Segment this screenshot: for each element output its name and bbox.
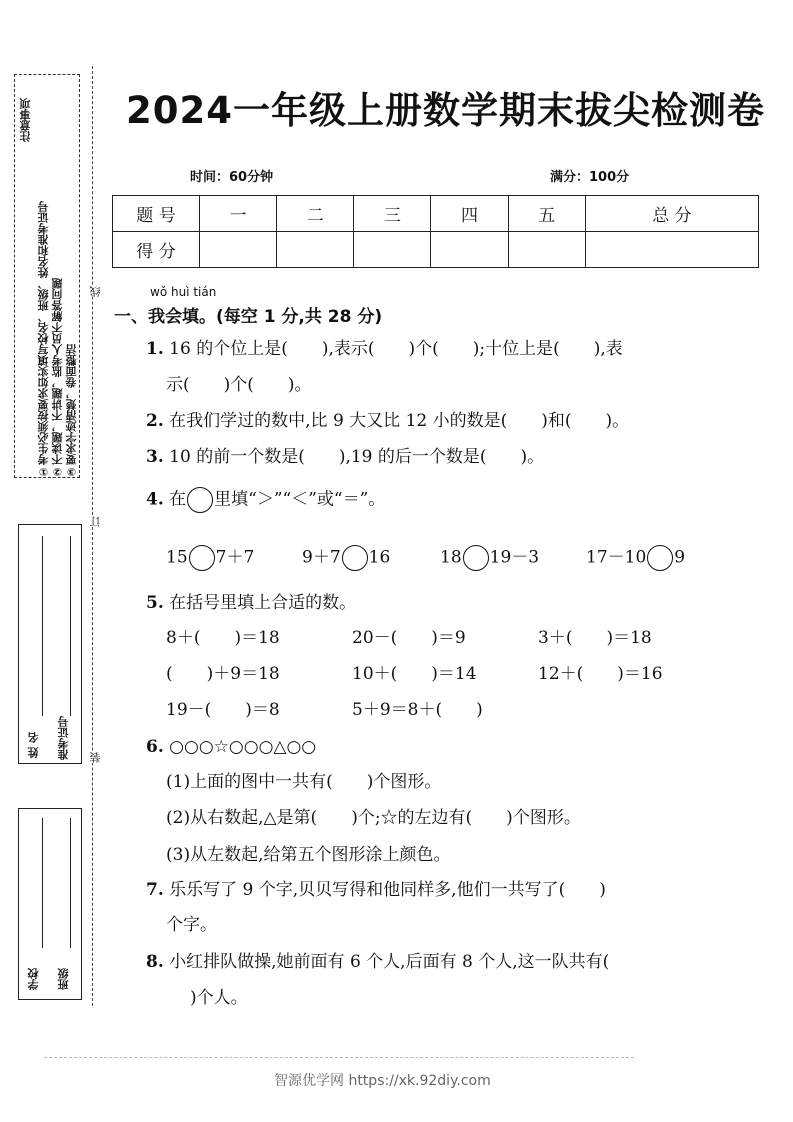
question-number: 2.	[146, 411, 164, 431]
score-cell-label: 得 分	[113, 232, 200, 268]
score-table	[112, 195, 759, 268]
cut-mark-ding: 订	[89, 516, 102, 527]
footer-watermark: 智源优学网 https://xk.92diy.com	[274, 1073, 491, 1089]
compare-left: 9＋7	[302, 547, 341, 568]
question-number: 6.	[146, 737, 164, 757]
score-cell-blank[interactable]	[200, 232, 277, 268]
compare-item-4	[586, 545, 685, 571]
score-cell-label: 题 号	[113, 196, 200, 232]
question-6-sub-3: (3)从左数起,给第五个图形涂上颜色。	[166, 845, 451, 865]
question-1-continued: 示( )个( )。	[166, 375, 312, 395]
question-text: 乐乐写了 9 个字,贝贝写得和他同样多,他们一共写了( )	[169, 880, 606, 900]
equation: 20－( )＝9	[352, 628, 466, 648]
score-cell-header: 总 分	[585, 196, 758, 232]
exam-id-write-line[interactable]	[70, 536, 71, 716]
question-text: 16 的个位上是( ),表示( )个( );十位上是( ),表	[169, 339, 623, 359]
name-write-line[interactable]	[42, 536, 43, 716]
score-cell-blank[interactable]	[431, 232, 508, 268]
full-score: 满分：100分	[550, 170, 630, 185]
compare-item-2	[302, 545, 390, 571]
equation: 3＋( )＝18	[538, 628, 652, 648]
question-number: 8.	[146, 952, 164, 972]
score-cell-header: 五	[508, 196, 585, 232]
equation: ( )＋9＝18	[166, 664, 280, 684]
compare-left: 15	[166, 547, 188, 568]
cut-mark-xian: 线	[89, 286, 102, 297]
compare-right: 19－3	[489, 547, 540, 568]
question-4	[146, 487, 385, 513]
question-text-post: 里填“＞”“＜”或“＝”。	[214, 489, 386, 510]
equation: 12＋( )＝16	[538, 664, 663, 684]
section-pinyin: wǒ huì tián	[150, 285, 217, 299]
question-2	[146, 410, 629, 432]
notice-title: 注意事项	[19, 98, 32, 142]
question-number: 5.	[146, 593, 164, 613]
question-text: 10 的前一个数是( ),19 的后一个数是( )。	[169, 447, 545, 467]
school-label: 学校	[27, 968, 40, 990]
question-number: 7.	[146, 880, 164, 900]
equation: 19－( )＝8	[166, 700, 280, 720]
compare-circle-blank[interactable]	[189, 545, 215, 571]
page-title: 2024一年级上册数学期末拔尖检测卷	[126, 89, 765, 132]
score-cell-header: 二	[277, 196, 354, 232]
question-text: 在括号里填上合适的数。	[169, 593, 357, 613]
compare-item-1	[166, 545, 254, 571]
score-cell-blank[interactable]	[354, 232, 431, 268]
notice-line-1: ①考生必须按要求如实填写校名、班级、姓名和准考证号	[37, 201, 50, 478]
notice-line-2: ②不读题，不讲题，监考人员不解答问题	[51, 278, 64, 478]
compare-circle-blank[interactable]	[342, 545, 368, 571]
score-cell-header: 四	[431, 196, 508, 232]
compare-right: 7＋7	[215, 547, 255, 568]
compare-circle-icon	[187, 487, 213, 513]
notice-line-3: ③要求字迹清楚，卷面整洁	[65, 344, 78, 478]
cut-mark-zhuang: 装	[89, 752, 102, 763]
equation: 10＋( )＝14	[352, 664, 477, 684]
school-write-line[interactable]	[42, 818, 43, 948]
question-8	[146, 951, 609, 973]
compare-circle-blank[interactable]	[463, 545, 489, 571]
score-cell-blank[interactable]	[585, 232, 758, 268]
score-table-score-row	[113, 232, 759, 268]
question-number: 3.	[146, 447, 164, 467]
question-7	[146, 879, 606, 901]
class-write-line[interactable]	[70, 818, 71, 948]
compare-right: 16	[368, 547, 391, 568]
score-cell-blank[interactable]	[277, 232, 354, 268]
binding-cut-line	[92, 66, 93, 1006]
name-label: 姓 名	[27, 732, 40, 758]
question-text: 在我们学过的数中,比 9 大又比 12 小的数是( )和( )。	[169, 411, 630, 431]
equation: 5＋9＝8＋( )	[352, 700, 483, 720]
score-cell-header: 三	[354, 196, 431, 232]
question-8-continued: )个人。	[190, 988, 248, 1008]
compare-item-3	[440, 545, 539, 571]
equation: 8＋( )＝18	[166, 628, 280, 648]
compare-right: 9	[674, 547, 686, 568]
shape-sequence: ○○○☆○○○△○○	[169, 737, 317, 757]
section-title: 一、我会填。(每空 1 分,共 28 分)	[114, 307, 383, 327]
question-number: 1.	[146, 339, 164, 359]
question-6-sub-1: (1)上面的图中一共有( )个图形。	[166, 772, 442, 792]
compare-circle-blank[interactable]	[647, 545, 673, 571]
question-5	[146, 592, 356, 614]
compare-left: 18	[440, 547, 462, 568]
question-6	[146, 736, 316, 758]
question-7-continued: 个字。	[166, 915, 217, 935]
score-table-header-row	[113, 196, 759, 232]
time-limit: 时间：60分钟	[190, 170, 274, 185]
question-1	[146, 338, 623, 360]
score-cell-header: 一	[200, 196, 277, 232]
footer-divider	[44, 1057, 634, 1058]
compare-left: 17－10	[586, 547, 647, 568]
question-3	[146, 446, 544, 468]
question-text: 小红排队做操,她前面有 6 个人,后面有 8 个人,这一队共有(	[169, 952, 610, 972]
exam-id-label: 准考证号	[57, 716, 70, 760]
question-number: 4.	[146, 489, 164, 510]
class-label: 班级	[57, 968, 70, 990]
score-cell-blank[interactable]	[508, 232, 585, 268]
question-6-sub-2: (2)从右数起,△是第( )个;☆的左边有( )个图形。	[166, 808, 581, 828]
question-text-pre: 在	[169, 489, 187, 510]
